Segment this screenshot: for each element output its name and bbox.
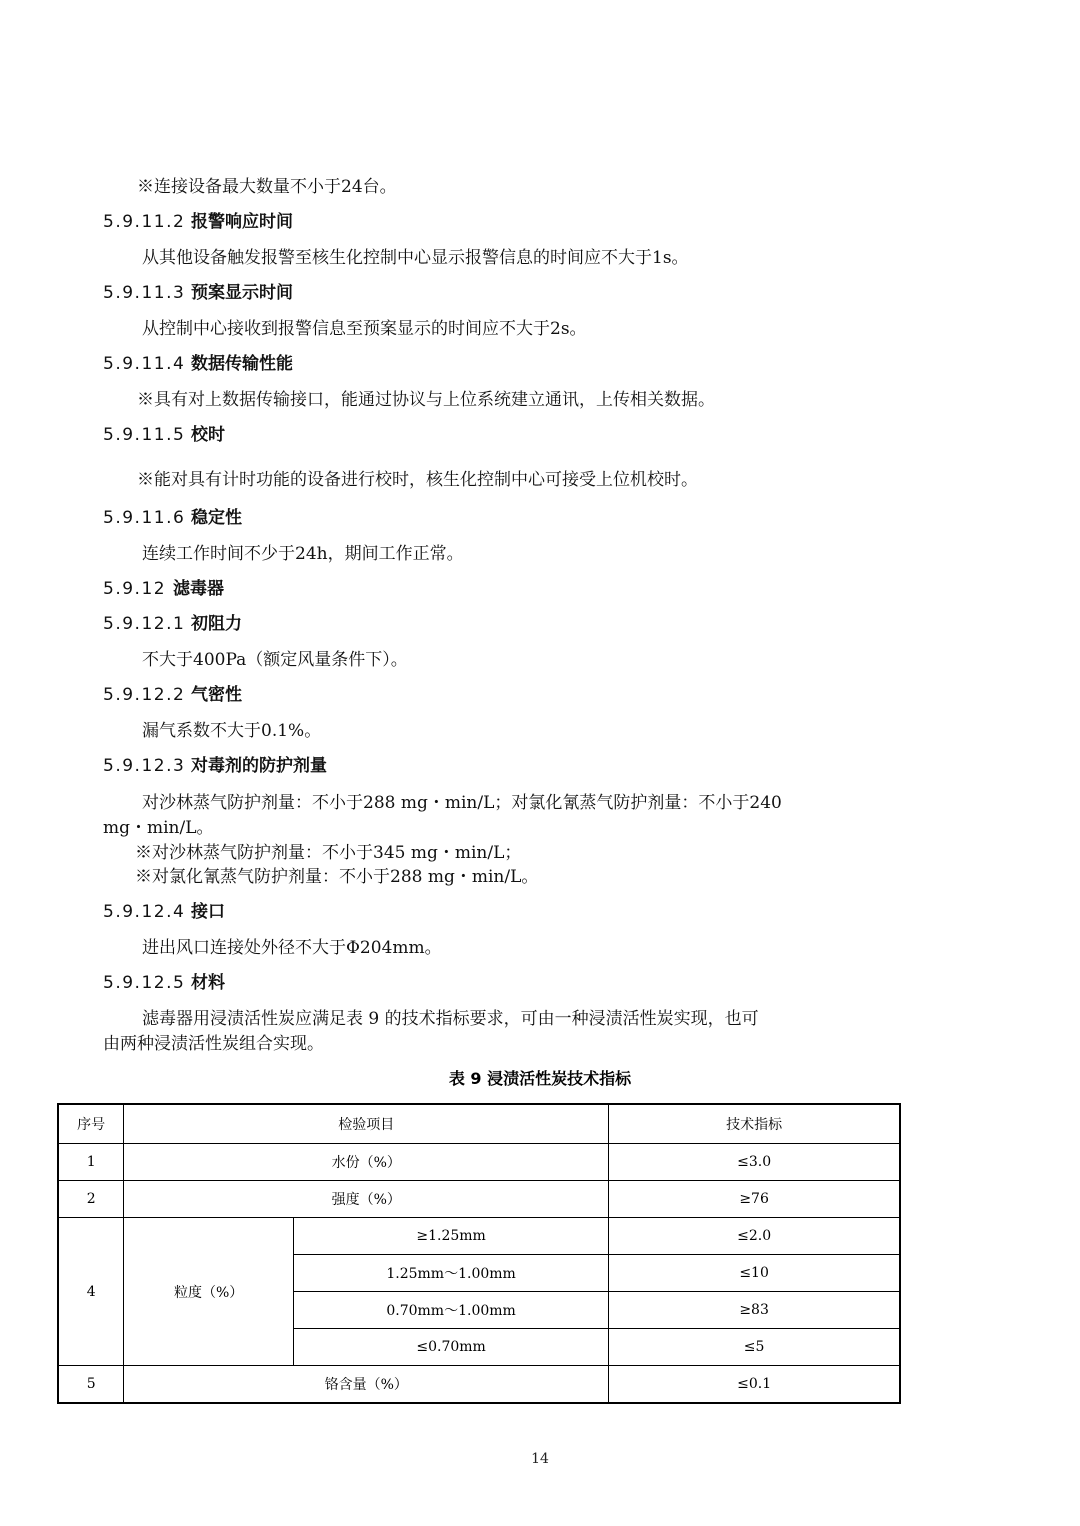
cell-subrange: 1.25mm～1.00mm (293, 1255, 608, 1292)
section-title: 校时 (191, 425, 225, 445)
cell-spec: ≥76 (609, 1181, 900, 1218)
cell-spec: ≤0.1 (609, 1366, 900, 1404)
cell-subrange: 0.70mm～1.00mm (293, 1292, 608, 1329)
section-number: 5.9.11.6 (103, 508, 186, 528)
section-title: 滤毒器 (173, 579, 224, 599)
body-line: 滤毒器用浸渍活性炭应满足表 9 的技术指标要求，可由一种浸渍活性炭实现，也可 (142, 1009, 759, 1029)
section-heading (103, 751, 327, 776)
table-header-row (58, 1104, 900, 1144)
section-number: 5.9.11.3 (103, 283, 186, 303)
section-number: 5.9.11.2 (103, 212, 186, 232)
cell-item: 强度（%） (124, 1181, 609, 1218)
section-number: 5.9.12.2 (103, 685, 186, 705)
section-number: 5.9.11.4 (103, 354, 186, 374)
section-heading (103, 420, 225, 445)
section-number: 5.9.12 (103, 579, 167, 599)
section-number: 5.9.12.4 (103, 902, 186, 922)
section-number: 5.9.11.5 (103, 425, 186, 445)
cell-no: 1 (58, 1144, 124, 1181)
cell-no: 2 (58, 1181, 124, 1218)
section-heading (103, 503, 242, 528)
section-number: 5.9.12.5 (103, 973, 186, 993)
cell-no: 4 (58, 1218, 124, 1366)
section-title: 气密性 (191, 685, 242, 705)
body-line: 不大于400Pa（额定风量条件下）。 (142, 650, 408, 670)
section-title: 对毒剂的防护剂量 (191, 756, 327, 776)
section-title: 接口 (191, 902, 225, 922)
body-line: 从其他设备触发报警至核生化控制中心显示报警信息的时间应不大于1s。 (142, 248, 689, 268)
table-row (58, 1181, 900, 1218)
section-title: 初阻力 (191, 614, 242, 634)
section-heading (103, 207, 293, 232)
body-line: 由两种浸渍活性炭组合实现。 (103, 1034, 324, 1054)
body-line: ※对氯化氰蒸气防护剂量：不小于288 mg・min/L。 (135, 867, 539, 887)
body-line: ※连接设备最大数量不小于24台。 (137, 177, 397, 197)
section-heading (103, 574, 224, 599)
body-line: ※具有对上数据传输接口，能通过协议与上位系统建立通讯，上传相关数据。 (137, 390, 715, 410)
cell-item: 粒度（%） (124, 1218, 294, 1366)
body-line: 从控制中心接收到报警信息至预案显示的时间应不大于2s。 (142, 319, 587, 339)
body-line: 漏气系数不大于0.1%。 (142, 721, 322, 741)
cell-spec: ≤5 (609, 1329, 900, 1366)
cell-spec: ≤10 (609, 1255, 900, 1292)
cell-spec: ≥83 (609, 1292, 900, 1329)
cell-item: 水份（%） (124, 1144, 609, 1181)
table-row (58, 1218, 900, 1255)
section-title: 数据传输性能 (191, 354, 293, 374)
section-heading (103, 278, 293, 303)
section-heading (103, 349, 293, 374)
body-line: 连续工作时间不少于24h，期间工作正常。 (142, 544, 464, 564)
page-number: 14 (531, 1451, 549, 1467)
body-line: 对沙林蒸气防护剂量：不小于288 mg・min/L；对氯化氰蒸气防护剂量：不小于240 (142, 793, 782, 813)
section-title: 预案显示时间 (191, 283, 293, 303)
cell-subrange: ≤0.70mm (293, 1329, 608, 1366)
section-heading (103, 897, 225, 922)
cell-spec: ≤2.0 (609, 1218, 900, 1255)
body-line: ※对沙林蒸气防护剂量：不小于345 mg・min/L； (135, 843, 522, 863)
table-caption: 表 9 浸渍活性炭技术指标 (448, 1069, 632, 1088)
header-item: 检验项目 (124, 1104, 609, 1144)
spec-table (57, 1103, 901, 1404)
section-title: 稳定性 (191, 508, 242, 528)
section-title: 报警响应时间 (191, 212, 293, 232)
section-heading (103, 968, 225, 993)
cell-item: 铬含量（%） (124, 1366, 609, 1404)
body-line: 进出风口连接处外径不大于Φ204mm。 (142, 938, 442, 958)
header-no: 序号 (58, 1104, 124, 1144)
section-heading (103, 609, 242, 634)
body-line: mg・min/L。 (103, 818, 214, 838)
table-row (58, 1144, 900, 1181)
section-number: 5.9.12.3 (103, 756, 186, 776)
section-title: 材料 (191, 973, 225, 993)
section-heading (103, 680, 242, 705)
cell-no: 5 (58, 1366, 124, 1404)
section-number: 5.9.12.1 (103, 614, 186, 634)
table-row (58, 1366, 900, 1404)
header-spec: 技术指标 (609, 1104, 900, 1144)
cell-spec: ≤3.0 (609, 1144, 900, 1181)
cell-subrange: ≥1.25mm (293, 1218, 608, 1255)
body-line: ※能对具有计时功能的设备进行校时，核生化控制中心可接受上位机校时。 (137, 470, 698, 490)
